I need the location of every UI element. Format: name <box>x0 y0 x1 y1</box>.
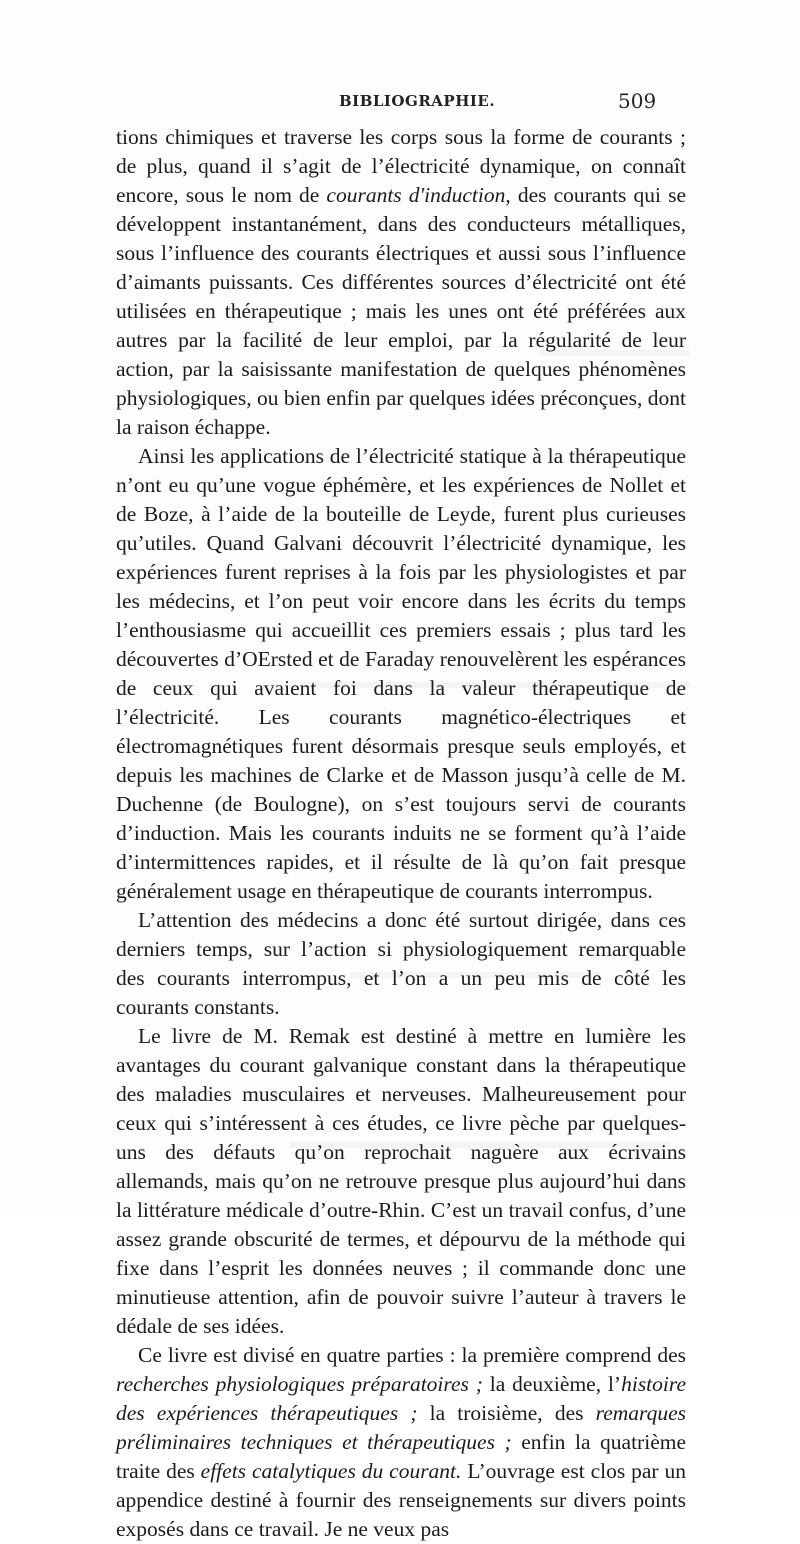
running-head <box>0 89 800 122</box>
text-run: des courants qui se développent instantanément, dans des conducteurs métalliques, sous l’influence des courants électriques et aussi sous l’influence d’aimants puissants. Ces différentes sources d’électricité ont été utilisées en thérapeutique ; mais les unes ont été préférées aux autres par la facilité de leur emploi, par la régularité de leur action, par la saisissante manifestation de quelques phénomènes physiologiques, ou bien enfin par quelques idées préconçues, dont la raison échappe. <box>116 183 686 439</box>
text-run: tions chimiques et traverse les corps sous la forme de courants ; de plus, quand il s’agit de l’électricité dynamique, on connaît encore, sous le nom de <box>116 125 686 207</box>
paragraph <box>116 1022 686 1341</box>
running-title: BIBLIOGRAPHIE. <box>339 92 496 110</box>
italic-run: courants d'induction, <box>326 183 511 207</box>
text-run: L’ouvrage est clos par un appendice destiné à fournir des renseignements sur divers points exposés dans ce travail. Je ne veux pas <box>116 1459 686 1541</box>
italic-run: recherches physiologiques préparatoires ; <box>116 1372 483 1396</box>
italic-run: effets catalytiques du courant. <box>200 1459 462 1483</box>
italic-run: histoire des expériences thérapeutiques ; <box>116 1372 686 1425</box>
text-run: Ce livre est divisé en quatre parties : la première comprend des <box>138 1343 686 1367</box>
paragraph <box>116 1341 686 1544</box>
paragraph <box>116 442 686 906</box>
text-run: L’attention des médecins a donc été surtout dirigée, dans ces derniers temps, sur l’action si physiologiquement remarquable des courants interrompus, et l’on a un peu mis de côté les courants constants. <box>116 908 686 1019</box>
text-run: Le livre de M. Remak est destiné à mettre en lumière les avantages du courant galvanique constant dans la thérapeutique des maladies musculaires et nerveuses. Malheureusement pour ceux qui s’intéressent à ces études, ce livre pèche par quelques-uns des défauts qu’on reprochait naguère aux écrivains allemands, mais qu’on ne retrouve presque plus aujourd’hui dans la littérature médicale d’outre-Rhin. C’est un travail confus, d’une assez grande obscurité de termes, et dépourvu de la méthode qui fixe dans l’esprit les données neuves ; il commande donc une minutieuse attention, afin de pouvoir suivre l’auteur à travers le dédale de ses idées. <box>116 1024 686 1338</box>
page-number: 509 <box>618 89 657 113</box>
text-run: la deuxième, l’ <box>482 1372 622 1396</box>
text-run: Ainsi les applications de l’électricité statique à la thérapeutique n’ont eu qu’une vogue éphémère, et les expériences de Nollet et de Boze, à l’aide de la bouteille de Leyde, furent plus curieuses qu’utiles. Quand Galvani découvrit l’électricité dynamique, les expériences furent reprises à la fois par les physiologistes et par les médecins, et l’on peut voir encore dans les écrits du temps l’enthousiasme qui accueillit ces premiers essais ; plus tard les découvertes d’OErsted et de Faraday renouvelèrent les espérances de ceux qui avaient foi dans la valeur thérapeutique de l’électricité. Les courants magnético-électriques et électromagnétiques furent désormais presque seuls employés, et depuis les machines de Clarke et de Masson jusqu’à celle de M. Duchenne (de Boulogne), on s’est toujours servi de courants d’induction. Mais les courants induits ne se forment qu’à l’aide d’intermittences rapides, et il résulte de là qu’on fait presque généralement usage en thérapeutique de courants interrompus. <box>116 444 686 903</box>
text-run: enfin la quatrième traite des <box>116 1430 686 1483</box>
italic-run: remarques préliminaires techniques et thérapeutiques ; <box>116 1401 686 1454</box>
text-run: la troisième, des <box>417 1401 596 1425</box>
paragraph <box>116 906 686 1022</box>
body-text <box>116 123 686 1544</box>
paragraph <box>116 123 686 442</box>
